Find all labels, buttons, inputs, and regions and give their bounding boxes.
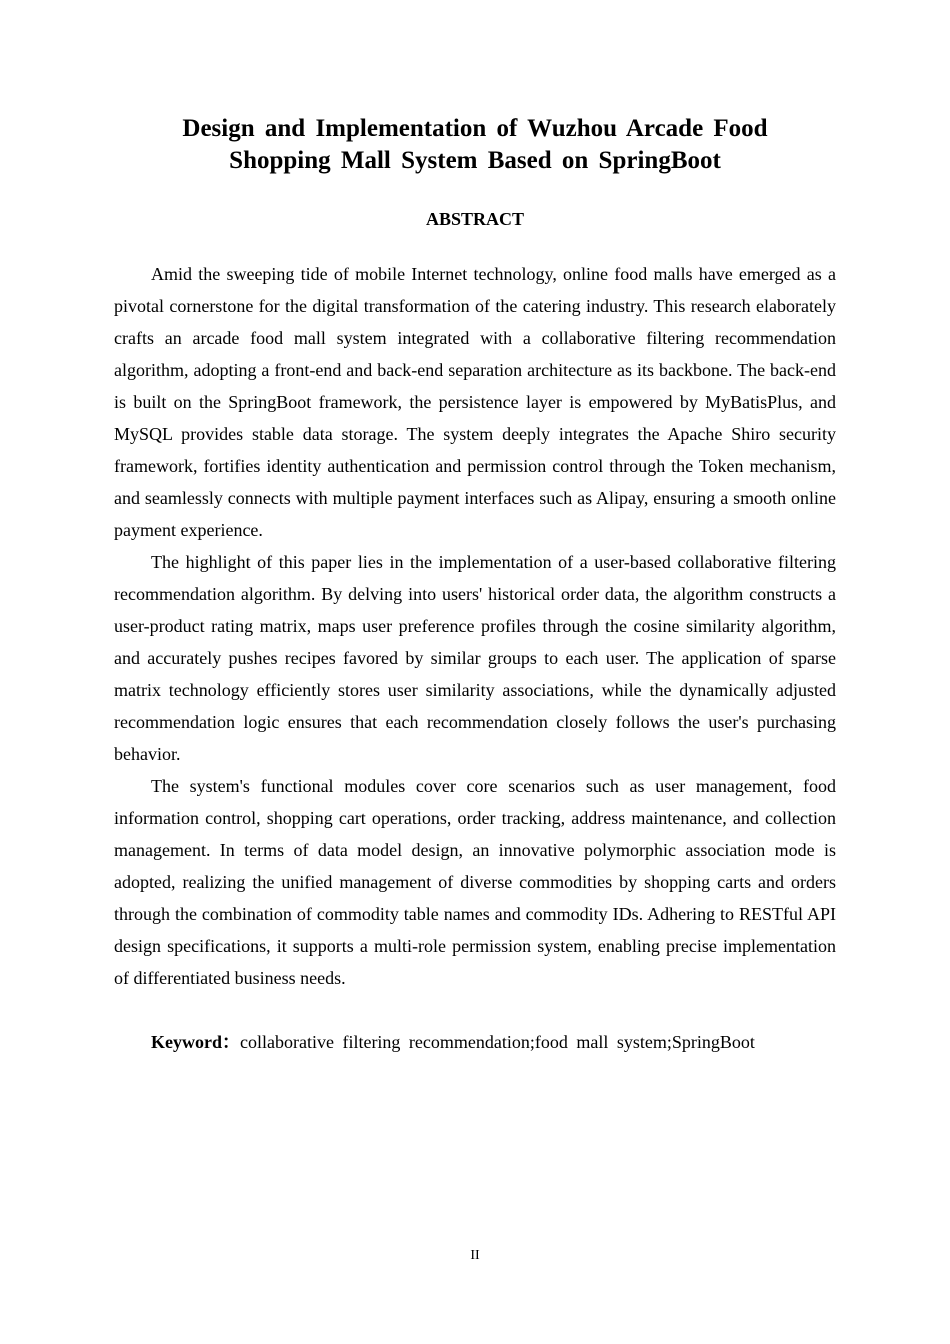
keywords-line <box>151 1026 851 1058</box>
abstract-paragraph-1: Amid the sweeping tide of mobile Internet technology, online food malls have emerged as a pivotal cornerstone for the digital transformation of the catering industry. This research elaborately crafts an arcade food mall system integrated with a collaborative filtering recommendation algorithm, adopting a front-end and back-end separation architecture as its backbone. The back-end is built on the SpringBoot framework, the persistence layer is empowered by MyBatisPlus, and MySQL provides stable data storage. The system deeply integrates the Apache Shiro security framework, fortifies identity authentication and permission control through the Token mechanism, and seamlessly connects with multiple payment interfaces such as Alipay, ensuring a smooth online payment experience. <box>114 264 836 540</box>
keywords-value: collaborative filtering recommendation;food mall system;SpringBoot <box>240 1032 755 1052</box>
abstract-heading: ABSTRACT <box>425 209 525 229</box>
abstract-paragraph-3: The system's functional modules cover core scenarios such as user management, food information control, shopping cart operations, order tracking, address maintenance, and collection management. In terms of data model design, an innovative polymorphic association mode is adopted, realizing the unified management of diverse commodities by shopping carts and orders through the combination of commodity table names and commodity IDs. Adhering to RESTful API design specifications, it supports a multi-role permission system, enabling precise implementation of differentiated business needs. <box>114 776 836 988</box>
page-number: II <box>470 1248 480 1263</box>
abstract-paragraph-2: The highlight of this paper lies in the implementation of a user-based collaborative filtering recommendation algorithm. By delving into users' historical order data, the algorithm constructs a user-product rating matrix, maps user preference profiles through the cosine similarity algorithm, and accurately pushes recipes favored by similar groups to each user. The application of sparse matrix technology efficiently stores user similarity associations, while the dynamically adjusted recommendation logic ensures that each recommendation closely follows the user's purchasing behavior. <box>114 552 836 764</box>
abstract-body <box>114 258 836 994</box>
keywords-label: Keyword： <box>151 1032 240 1052</box>
paper-title <box>150 113 800 177</box>
paper-title-line-2: Shopping Mall System Based on SpringBoot <box>229 147 721 174</box>
paper-title-line-1: Design and Implementation of Wuzhou Arcade Food <box>182 115 768 142</box>
